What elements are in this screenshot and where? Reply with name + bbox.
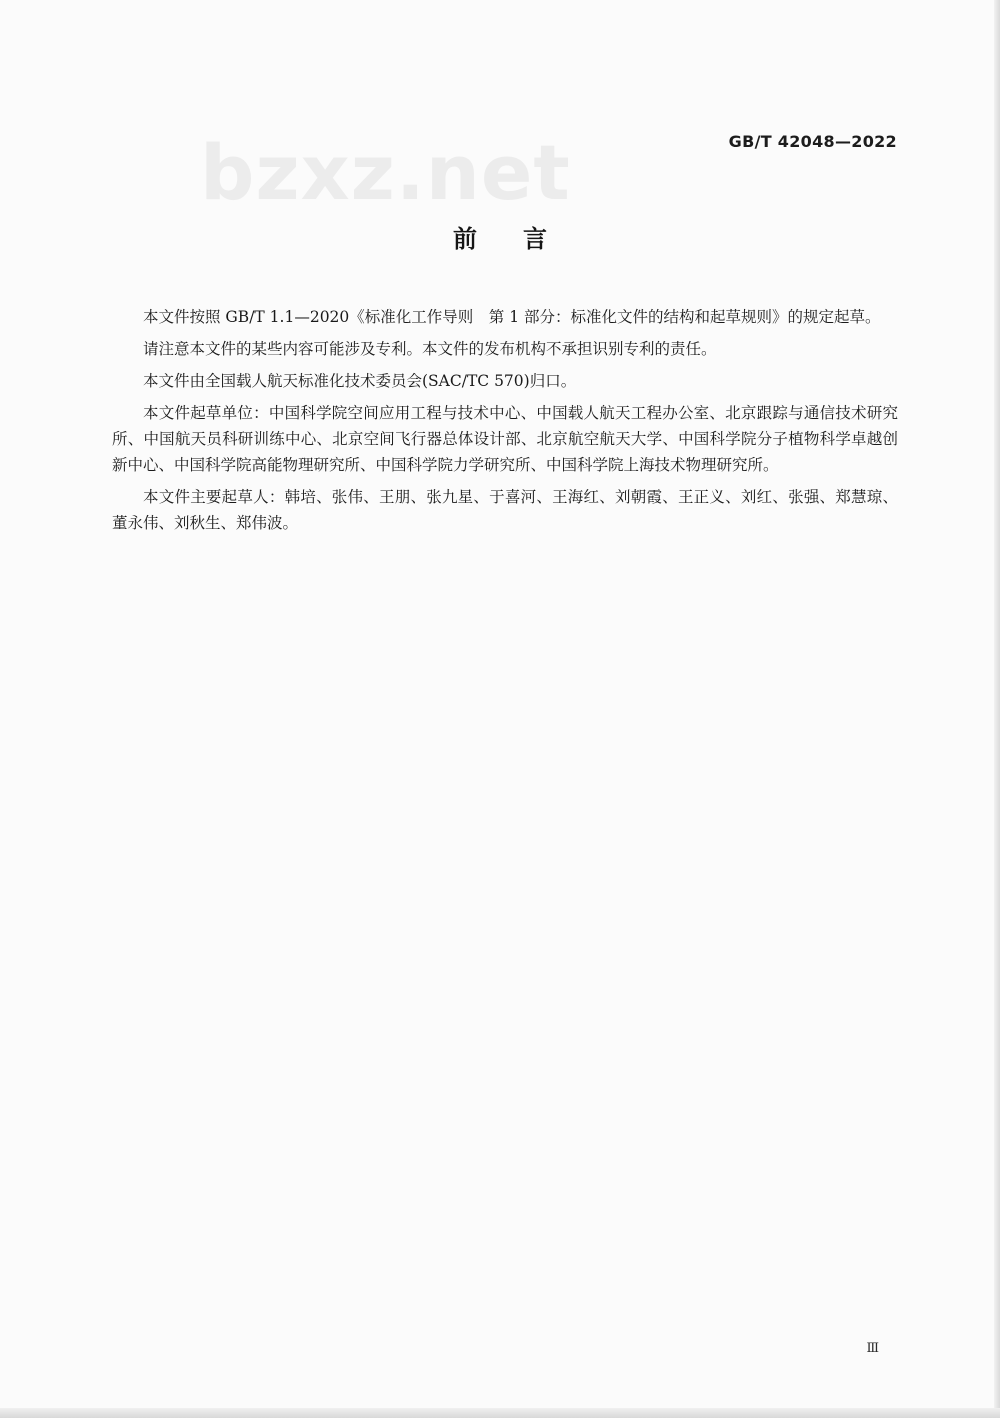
document-body [112, 304, 898, 542]
watermark: bzxz.net [200, 128, 571, 217]
page-bottom-shadow [0, 1408, 1000, 1418]
paragraph-patent-notice: 请注意本文件的某些内容可能涉及专利。本文件的发布机构不承担识别专利的责任。 [143, 340, 717, 358]
paragraph-drafters: 本文件主要起草人：韩培、张伟、王朋、张九星、于喜河、王海红、刘朝霞、王正义、刘红、张强、郑慧琼、董永伟、刘秋生、郑伟波。 [112, 488, 898, 532]
paragraph-drafting-rules: 本文件按照 GB/T 1.1—2020《标准化工作导则 第 1 部分：标准化文件的结构和起草规则》的规定起草。 [143, 308, 881, 326]
paragraph-drafting-units: 本文件起草单位：中国科学院空间应用工程与技术中心、中国载人航天工程办公室、北京跟踪与通信技术研究所、中国航天员科研训练中心、北京空间飞行器总体设计部、北京航空航天大学、中国科学院分子植物科学卓越创新中心、中国科学院高能物理研究所、中国科学院力学研究所、中国科学院上海技术物理研究所。 [112, 404, 898, 474]
standard-number: GB/T 42048—2022 [728, 132, 897, 151]
page-number: Ⅲ [866, 1341, 879, 1356]
page-edge-shadow [994, 0, 1000, 1418]
page-title: 前言 [453, 225, 593, 253]
paragraph-committee: 本文件由全国载人航天标准化技术委员会(SAC/TC 570)归口。 [143, 372, 577, 390]
